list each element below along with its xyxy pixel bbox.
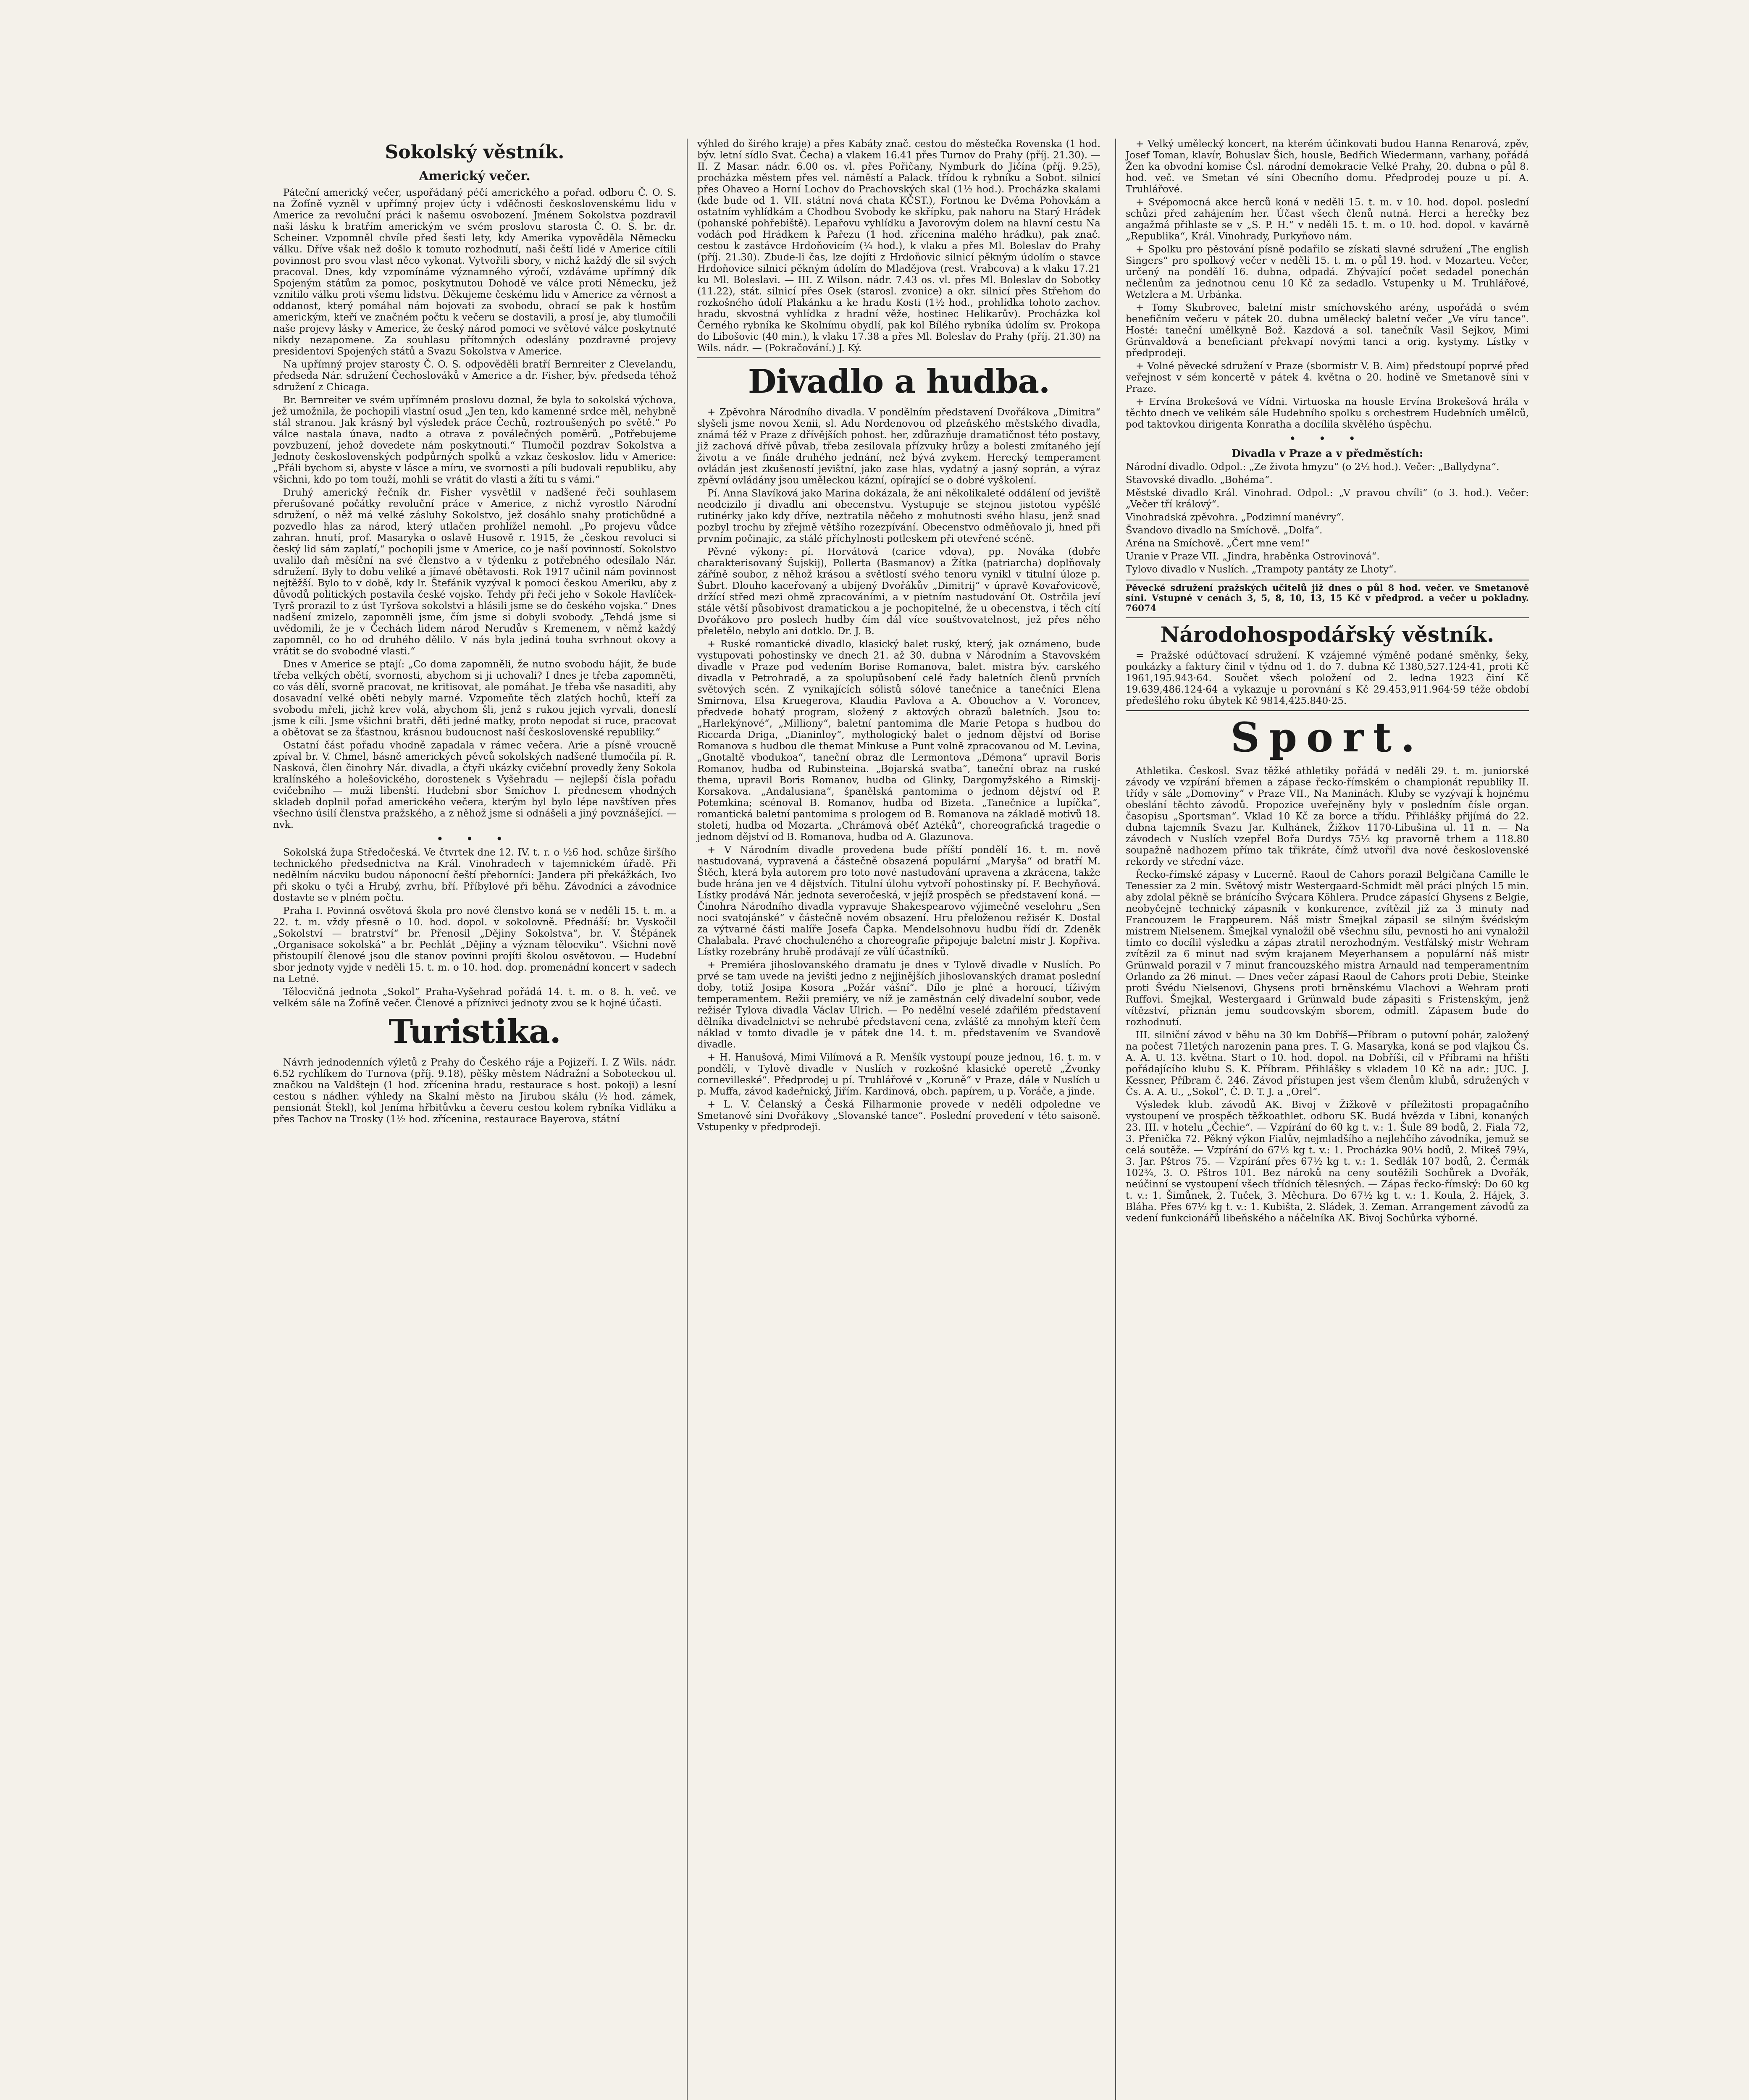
article-paragraph: Řecko-římské zápasy v Lucerně. Raoul de Cahors porazil Belgičana Camille le Tenessier za 2 min. Světový mistr Westergaard-Schmidt měl práci plných 15 min. aby zdolal pěkně se bránícího Švýcara Köhlera. Prudce zápasící Ghysens z Belgie, neobyčejně technický zápasník v konkurence, zvítězil již za 3 minuty nad Francouzem le Frappeurem. Náš mistr Šmejkal zápasil se silným švédským mistrem Nielsenem. Šmejkal vynaložil obě všechnu sílu, pevnosti ho ani vynaložil tímto co docílil výsledku a zápas ztratil nerozhodným. Vestfálský mistr Wehram zvítězil za 6 minut nad svým krajanem Meyerhansem a populární náš mistr Grünwald porazil v 7 minut francouzského mistra Arnauld nad temperamentním Orlando za 26 minut. — Dnes večer zápasí Raoul de Cahors proti Debie, Steinke proti Švédu Nielsenovi, Ghysens proti brněnskému Vlachovi a Wehram proti Ruffovi. Šmejkal, Westergaard i Grünwald bude zápasiti s Fristenským, jenž vítězství, přiznán jemu soudcovským sborem, odmítl. Zápasem bude do rozhodnutí. [1126,869,1529,1028]
section-title-sport: Sport. [1230,714,1424,761]
column-rule [687,139,688,2100]
article-paragraph: + Velký umělecký koncert, na kterém účinkovati budou Hanna Renarová, zpěv, Josef Toman, klavír, Bohuslav Šich, housle, Bedřich Wiedermann, varhany, pořádá Žen ka obvodní komise Čsl. národní demokracie Velké Prahy, 20. dubna o půl 8. hod. več. ve Smetan vé síni Obecního domu. Předprodej pouze u pí. A. Truhlářové. [1126,139,1529,195]
article-paragraph: Páteční americký večer, uspořádaný péčí amerického a pořad. odboru Č. O. S. na Žofíně vyzněl v upřímný projev úcty i vděčnosti československému lidu v Americe za revoluční práci k našemu osvobození. Jménem Sokolstva pozdravil naši lásku k bratřím americkým ve svém proslovu starosta Č. O. S. br. dr. Scheiner. Vzpomněl chvíle před šesti lety, kdy Amerika vypověděla Německu válku. Dříve však než došlo k tomuto rozhodnutí, naši čeští lidé v Americe cítili povinnost pro svou vlast něco vykonat. Vytvořili sbory, v nichž každý dle sil svých pracoval. Dnes, kdy vzpomínáme významného výročí, vzdáváme upřímný dík Spojeným státům za pomoc, poskytnutou Dohodě ve válce proti Německu, jež vznitilo válku proti všemu lidstvu. Děkujeme českému lidu v Americe za věrnost a oddanost, který pomáhal nám bojovati za svobodu, obrací se pak k hostům americkým, kteří ve značném počtu k večeru se dostavili, a prosí je, aby tlumočili naše projevy lásky v Americe, že český národ pomoci ve světové válce poskytnuté nikdy nezapomene. Za souhlasu přítomných odeslány pozdravné projevy presidentovi Spojených států a Svazu Sokolstva v Americe. [273,187,676,357]
article-paragraph: Výsledek klub. závodů AK. Bivoj v Žižkově v příležitosti propagačního vystoupení ve prospěch těžkoathlet. odboru SK. Budá hvězda v Libni, konaných 23. III. v hotelu „Čechie“. — Vzpírání do 60 kg t. v.: 1. Šule 89 bodů, 2. Fiala 72, 3. Přenička 72. Pěkný výkon Fialův, nejmladšího a nejlehčího závodníka, jemuž se celá soutěže. — Vzpírání do 67½ kg t. v.: 1. Procházka 90¼ bodů, 2. Mikeš 79¼, 3. Jar. Pštros 75. — Vzpírání přes 67½ kg t. v.: 1. Sedlák 107 bodů, 2. Čermák 102¾, 3. O. Pštros 101. Bez nároků na ceny soutěžili Sochůrek a Dvořák, neúčinní se vystoupení všech třídních tělesných. — Zápas řecko-římský: Do 60 kg t. v.: 1. Šimůnek, 2. Tuček, 3. Měchura. Do 67½ kg t. v.: 1. Koula, 2. Hájek, 3. Bláha. Přes 67½ kg t. v.: 1. Kubišta, 2. Sládek, 3. Zeman. Arrangement závodů za vedení funkcionářů libeňského a náčelníka AK. Bivoj Sochůrka výborné. [1126,1100,1529,1224]
article-paragraph: Sokolská župa Středočeská. Ve čtvrtek dne 12. IV. t. r. o ½6 hod. schůze širšího technického předsednictva na Král. Vinohradech v tajemnickém úřadě. Při nedělním nácviku budou náponocní čeští přeborníci: Jandera při překážkách, Ivo při skoku o tyči a Hrubý, zvrhu, bří. Příbylové při běhu. Závodníci a závodnice dostavte se v plném počtu. [273,847,676,903]
article-paragraph: Druhý americký řečník dr. Fisher vysvětlil v nadšené řeči souhlasem přerušované počátky revoluční práce v Americe, z nichž vyrostlo Národní sdružení, o něž má velké zásluhy Sokolstvo, jež dosáhlo snahy protichůdné a pozvedlo hlas za národ, který utlačen prohlížel nemohl. „Po projevu vůdce zahran. hnutí, prof. Masaryka o oslavě Husově r. 1915, že „českou revoluci si český lid sám zaplatí,“ pochopili jsme v Americe, co je naší povinností. Sokolstvo uvalilo daň měsíční na své členstvo a v týdenku z potřebného odesílalo Nár. sdružení. Byly to dobu veliké a jímavé obětavosti. Rok 1917 učinil nám povinnost nejtěžší. Bylo to v době, kdy lr. Štefánik vyzýval k pomoci českou Ameriku, aby z důvodů politických postavila české vojsko. Tehdy při řeči jeho v Sokole Havlíček-Tyrš prorazil to z úst Tyršova sokolstvi a hlásili jsme se do českého vojska.“ Dnes nadšení zmizelo, zapomněli jsme, čím jsme si dobyli svobody. „Tehdá jsme si uvědomili, že je v Čechách lidem národ Nerudův s Kremenem, v němž každý zapomněl, co ho od druhého dělilo. V nás byla jediná touha svrhnout okovy a vrátit se do svobodné vlasti.“ [273,487,676,657]
section-title-narodohospodarsky: Národohospodářský věstník. [1160,622,1494,647]
article-paragraph: + Spolku pro pěstování písně podařilo se získati slavné sdružení „The english Singers“ pro spolkový večer v neděli 15. t. m. o půl 19. hod. v Mozarteu. Večer, určený na pondělí 16. dubna, odpadá. Zbývající počet sedadel ponechán nečlenům za jednotnou cenu 10 Kč za sedadlo. Vstupenky u M. Truhlářové, Wetzlera a M. Urbánka. [1126,244,1529,300]
article-paragraph: + Volné pěvecké sdružení v Praze (sbormistr V. B. Aim) předstoupí poprvé před veřejnost v sém koncertě v pátek 4. května o 20. hodině ve Smetanově síni v Praze. [1126,361,1529,394]
article-paragraph: výhled do širého kraje) a přes Kabáty znač. cestou do městečka Rovenska (1 hod. býv. letní sídlo Svat. Čecha) a vlakem 16.41 přes Turnov do Prahy (příj. 21.30). — II. Z Masar. nádr. 6.00 os. vl. přes Pořičany, Nymburk do Jičína (příj. 9.25), procházka městem přes vel. náměstí a Palack. třídou k rybníku a Sobot. silnicí přes Ohaveo a Horní Lochov do Prachovských skal (1½ hod.). Procházka skalami (kde bude od 1. VII. státní nová chata KČST.), Fortnou ke Dvěma Pohovkám a ostatním vyhlídkám a Chodbou Svobody ke skřípku, pak nahoru na Starý Hrádek (pohanské pohřebiště). Lepařovu vyhlídku a Javorovým dolem na hlavní cestu Na vodách pod Hrádkem k Pařezu (1 hod. zřícenina malého hrádku), pak znač. cestou k zastávce Hrdoňovicím (¼ hod.), k vlaku a přes Ml. Boleslav do Prahy (příj. 21.30). Zbude-li čas, lze dojíti z Hrdoňovic silnicí pěkným údolím o stavce Hrdoňovice silnicí pěkným údolím do Mladějova (rest. Vrabcova) a k vlaku 17.21 ku Ml. Boleslavi. — III. Z Wilson. nádr. 7.43 os. vl. přes Ml. Boleslav do Sobotky (11.22), stát. silnicí přes Osek (starosl. zvonice) a okr. silnicí přes Střehom do rozkošného údolí Plakánku a ke hradu Kosti (1½ hod., prohlídka tohoto zachov. hradu, skvostná vyhlídka z hradní věže, hostinec Helikarův). Procházka kol Černého rybníka ke Skolnímu obydlí, pak kol Bílého rybníka údolím sv. Prokopa do Libošovic (40 min.), k vlaku 17.38 a přes Ml. Boleslav do Prahy (příj. 21.30) na Wils. nádr. — (Pokračování.) J. Ký. [697,139,1100,354]
article-paragraph: Pěvné výkony: pí. Horvátová (carice vdova), pp. Nováka (dobře charakterisovaný Šujskij), Pollerta (Basmanov) a Žítka (patriarcha) doplňovaly záříně soubor, z něhož krásou a světlostí svého tenoru vynikl v titulní úloze p. Šubrt. Dlouho kaceřovaný a ubíjený Dvořákův „Dimitrij“ v úpravě Kovařovicově, držící střed mezi ohmě zpracováními, a v pietním nastudování Ot. Ostrčila jeví stále větší působivost dramatickou a je pochopitelné, že u obecenstva, i těch cítí Dvořákovo pro poslech hudby čím dál více souštvovatelnost, jež přes něho přeletělo, nebylo ani dotklo. Dr. J. B. [697,546,1100,637]
theatre-listing [1126,462,1529,575]
article-paragraph: Br. Bernreiter ve svém upřímném proslovu doznal, že byla to sokolská výchova, jež umožnila, že pochopili vlastní osud „Jen ten, kdo kamenné srdce měl, nehybně stál stranou. Jak krásný byl výsledek práce Čechů, roztroušených po světě.“ Po válce nastala únava, nadto a otrava z poválečných poměrů. „Potřebujeme povzbuzení, jehož dovedete nám poskytnouti.“ Tlumočil pozdrav Sokolstva a Jednoty československých podpůrných spolků a vzkaz českoslov. lidu v Americe: „Přáli bychom si, abyste v lásce a míru, ve svornosti a píli budovali republiku, aby všichni, kdo po tom touží, mohli se vrátit do vlasti a žíti tu s vámi.“ [273,395,676,485]
listing-item: Národní divadlo. Odpol.: „Ze života hmyzu“ (o 2½ hod.). Večer: „Ballydyna“. [1126,462,1500,472]
article-paragraph: Pí. Anna Slavíková jako Marina dokázala, že ani několikaleté oddálení od jeviště neodcizilo jí divadlu ani obecenstvu. Vystupuje se stejnou jistotou vypěšlé rutinérky jako kdy dříve, neztratila něčeho z mohutnosti svého hlasu, jenž snad pozbyl trochu by zřejmě většího rozezpívání. Obecenstvo odměňovalo ji, hned při prvním počinajíc, za stálé příchylnosti potleskem při otevřené scéně. [697,488,1100,544]
article-paragraph: + Svépomocná akce herců koná v neděli 15. t. m. v 10. hod. dopol. poslední schůzi před zahájením her. Účast všech členů nutná. Herci a herečky bez angažmá přihlaste se v „S. P. H.“ v neděli 15. t. m. o 10. hod. dopol. v kavárně „Republika“, Král. Vinohrady, Purkyňovo nám. [1126,197,1529,242]
listing-item: Tylovo divadlo v Nuslích. „Trampoty pantáty ze Lhoty“. [1126,564,1397,575]
listing-item: Aréna na Smíchově. „Čert mne vem!“ [1126,538,1310,549]
notice-text: Pěvecké sdružení pražských učitelů již dnes o půl 8 hod. večer. ve Smetanově síni. Vstupné v cenách 3, 5, 8, 10, 13, 15 Kč v předprod. a večer u pokladny. 76074 [1126,583,1529,613]
article-paragraph: + Zpěvohra Národního divadla. V pondělním představení Dvořákova „Dimitra“ slyšeli jsme novou Xenii, sl. Adu Nordenovou od plzeňského městského divadla, známá též v Praze z dřívějších pohost. her, zdůrazňuje dramatičnost této postavy, již zachová dřívě půvab, třeba zesilovala přízvuky hrůzy a bolesti zmítaného její životu a ve finále druhého jednání, než bývá zvykem. Herecký temperament ovládán jest zkušeností jevištní, jako zase hlas, vydatný a jasný soprán, a výraz zpěvní ovládány jsou uměleckou kázní, opírající se o dobré vyškolení. [697,407,1100,486]
article-paragraph: Návrh jednodenních výletů z Prahy do Českého ráje a Pojizeří. I. Z Wils. nádr. 6.52 rychlíkem do Turnova (příj. 9.18), pěšky městem Nádražní a Soboteckou ul. značkou na Valdštejn (1 hod. zřícenina hradu, restaurace s host. pokoji) a lesní cestou s nádher. výhledy na Skalní město na Jirubou skálu (½ hod. zámek, pensionát Štekl), kol Jeníma hřbitůvku a čeveru cestou kolem rybníka Vidláku a přes Tachov na Trosky (1½ hod. zřícenina, restaurace Bayerova, státní [273,1057,676,1125]
section-title-turistika: Turistika. [389,1013,561,1051]
article-paragraph: Praha I. Povinná osvětová škola pro nové členstvo koná se v neděli 15. t. m. a 22. t. m. vždy přesně o 10. hod. dopol. v sokolovně. Přednáší: br. Vyskočil „Sokolství — bratrství“ br. Přenosil „Dějiny Sokolstva“, br. V. Štěpánek „Organisace sokolská“ a br. Pechlát „Dějiny a význam tělocviku“. Všichni nově přistoupilí členové jsou dle stanov povinni projíti školou osvětovou. — Hudební sbor jednoty vyjde v neděli 15. t. m. o 10. hod. dop. promenádní koncert v sadech na Letné. [273,906,676,984]
article-subtitle: Americký večer. [419,169,530,184]
article-paragraph: + L. V. Čelanský a Česká Filharmonie provede v neděli odpoledne ve Smetanově síni Dvořákovy „Slovanské tance“. Poslední provedení v této saisoně. Vstupenky v předprodeji. [697,1099,1100,1133]
newspaper-page [273,139,1554,2100]
concert-notice [1126,580,1529,618]
theatre-listing-title: Divadla v Praze a v předměstích: [1231,447,1423,459]
listing-item: Městské divadlo Král. Vinohrad. Odpol.: „V pravou chvíli“ (o 3. hod.). Večer: „Večer tří králový“. [1126,488,1529,510]
article-paragraph: Ostatní část pořadu vhodně zapadala v rámec večera. Arie a písně vroucně zpíval br. V. Chmel, básně amerických pěvců sokolských nadšeně tlumočila pí. R. Nasková, člen činohry Nár. divadla, a čtyři ukázky cvičební provedly ženy Sokola kralínského a holešovického, dorostenek s Vyšehradu — nejlepší čísla pořadu cvičebního — muži libenští. Hudební sbor Smíchov I. přednesem vhodných skladeb doplnil pořad amerického večera, kterým byl bylo lépe navštíven přes všechno úsilí členstva pražského, a z něhož jsme si odnášeli a jiný povznášející. — nvk. [273,740,676,830]
article-paragraph: Dnes v Americe se ptají: „Co doma zapomněli, že nutno svobodu hájit, že bude třeba velkých obětí, svornosti, abychom si ji uchovali? I dnes je třeba zapomněti, co vás dělí, svorně pracovat, ne kritisovat, ale pomáhat. Je třeba vše nasaditi, aby dosavadní velké oběti nebyly marné. Vzpomeňte těch zlatých hochů, kteří za svobodu mřeli, jichž krev volá, abychom šli, jenž s rukou jejich vyrvali, doneslí jsme k cíli. Jsme všichni bratři, děti jedné matky, proto nepodat si ruce, pracovat a obětovat se za šťastnou, krásnou budoucnost naší československé republiky.“ [273,659,676,738]
listing-item: Uranie v Praze VII. „Jindra, hraběnka Ostrovinová“. [1126,551,1380,562]
article-paragraph: + Premiéra jihoslovanského dramatu je dnes v Tylově divadle v Nuslích. Po prvé se tam uvede na jevišti jedno z nejjinějších jihoslovanských dramat poslední doby, totiž Josipa Kosora „Požár vášní“. Dílo je plné a horoucí, tíživým temperamentem. Režii premiéry, ve níž je zaměstnán celý divadelní soubor, vede režisér Tylova divadla Václav Ulrich. — Po nedělní veselé zdařilém představení dělníka divadelnictví se nehrubé představení cena, zvláště za mnohým kteří čem náklad v tomto divadle je v pátek dne 14. t. m. představením ve Svandově divadle. [697,960,1100,1050]
column-3 [1126,139,1529,1226]
article-paragraph: III. silniční závod v běhu na 30 km Dobříš—Příbram o putovní pohár, založený na počest 71letých narozenin pana pres. T. G. Masaryka, koná se pod vlajkou Čs. A. A. U. 13. května. Start o 10. hod. dopol. na Dobříši, cíl v Příbrami na hřišti pořádajícího klubu S. K. Příbram. Přihlášky s vkladem 10 Kč na adr.: JUC. J. Kessner, Příbram č. 246. Závod přístupen jest všem členům klubů, sdružených v Čs. A. A. U., „Sokol“, Č. D. T. J. a „Orel“. [1126,1030,1529,1097]
article-paragraph: + Ervína Brokešová ve Vídni. Virtuoska na housle Ervína Brokešová hrála v těchto dnech ve velikém sále Hudebního spolku s orchestrem Hudebních umělců, pod taktovkou dirigenta Konratha a docílila skvělého úspěchu. [1126,396,1529,430]
column-1 [273,139,676,1127]
article-paragraph: + Ruské romantické divadlo, klasický balet ruský, který, jak oznámeno, bude vystupovati pohostinsky ve dnech 21. až 30. dubna v Národním a Stavovském divadle v Praze pod vedením Borise Romanova, balet. mistra býv. carského divadla v Petrohradě, a za spolupůsobení celé řady baletních členů prvních světových scén. Z vynikajících sólistů sólové tanečnice a tanečníci Elena Smirnova, Elsa Kruegerova, Klaudia Pavlova a A. Obouchov a V. Voroncev, předvede bohatý program, složený z aktových obrazů baletních. Jsou to: „Harlekýnové“, „Milliony“, baletní pantomima dle Marie Petopa s hudbou do Riccarda Driga, „Dianinloy“, mythologický balet o jednom dějství od Borise Romanova s hudbou dle themat Minkuse a Punt volně zpracovanou od M. Levina, „Gnotaltě vbodukoa“, taneční obraz dle Lermontova „Démona“ upravil Boris Romanov, hudba od Rubinsteina. „Bojarská svatba“, taneční obraz na ruské thema, upravil Boris Romanov, hudba od Glinky, Dargomyžského a Rimskij-Korsakova. „Andalusiana“, španělská pantomima o jednom dějství od P. Potemkina; scénoval B. Romanov, hudba od Bizeta. „Tanečnice a lupíčka“, romantická baletní pantomima s prologem od B. Romanova na základě motivů 18. století, hudba od Mozarta. „Chrámová oběť Aztéků“, choreografická tragedie o jednom dějství od B. Romanova, hudba od A. Glazunova. [697,639,1100,843]
separator-dots: • • • [1289,433,1366,444]
listing-item: Vinohradská zpěvohra. „Podzimní manévry“. [1126,512,1345,523]
article-paragraph: Tělocvičná jednota „Sokol“ Praha-Vyšehrad pořádá 14. t. m. o 8. h. več. ve velkém sále na Žofíně večer. Členové a příznivci jednoty zvou se k hojné účasti. [273,987,676,1009]
column-rule [1115,139,1116,2100]
divider [1126,710,1529,711]
divider [697,357,1100,358]
article-paragraph: Athletika. Českosl. Svaz těžké athletiky pořádá v neděli 29. t. m. juniorské závody ve vzpírání břemen a zápase řecko-římském o championát republiky II. třídy v sále „Domoviny“ v Praze VII., Na Maninách. Kluby se vyzývají k hojnému obeslání těchto závodů. Propozice uveřejněny byly v posledním čísle organ. časopisu „Sportsman“. Vklad 10 Kč za borce a třídu. Přihlášky přijímá do 22. dubna tajemník Svazu Jar. Kulhánek, Žižkov 1170-Libušina ul. 11 n. — Na závodech v Nuslích vzepřel Bořa Durdys 75½ kg pravorně trhem a 118.80 soupažně nadhozem přímo tak třikráte, čímž utvořil dva nové československé rekordy ve střední váze. [1126,766,1529,867]
listing-item: Stavovské divadlo. „Bohéma“. [1126,475,1273,486]
article-paragraph: = Pražské odúčtovací sdružení. K vzájemné výměně podané směnky, šeky, poukázky a faktury činil v týdnu od 1. do 7. dubna Kč 1380,527.124·41, proti Kč 1961,195.943·64. Součet všech položení od 2. ledna 1923 činí Kč 19.639,486.124·64 a vykazuje u porovnání s Kč 29.453,911.964·59 téže období předešlého roku úbytek Kč 9814,425.840·25. [1126,650,1529,706]
article-paragraph: + Tomy Skubrovec, baletní mistr smíchovského arény, uspořádá o svém benefičním večeru v pátek 20. dubna umělecký baletní večer „Ve víru tance“. Hosté: taneční umělkyně Bož. Kazdová a sol. tanečník Vasil Sejkov, Mimi Grünvaldová a beneficiant překvapí novými tanci a orig. kystymy. Lístky v předprodeji. [1126,302,1529,359]
article-paragraph: + H. Hanušová, Mimi Vilímová a R. Menšík vystoupí pouze jednou, 16. t. m. v pondělí, v Tylově divadle v Nuslích v rozkošné klasické operetě „Žvonky cornevilleské“. Předprodej u pí. Truhlářové v „Koruně“ v Praze, dále v Nuslích u p. Muffa, závod kadeřnický, Jiřím. Kardinová, obch. papírem, u p. Voráče, a jinde. [697,1052,1100,1097]
article-paragraph: + V Národním divadle provedena bude příští pondělí 16. t. m. nově nastudovaná, vypravená a částečně obsazená populární „Maryša“ od bratří M. Štěch, která byla autorem pro toto nové nastudování upravena a zkrácena, takže bude hrána jen ve 4 dějstvích. Titulní úlohu vytvoří pohostinsky pí. F. Bechyňová. Lístky prodává Nár. jednota severočeská, v jejíž prospěch se představení koná. — Činohra Národního divadla vypravuje Shakespearovo výjimečně veselohru „Sen noci svatojánské“ v částečně novém obsazení. Hru přeloženou režisér K. Dostal za výtvarné části malíře Josefa Čapka. Mendelsohnovu hudbu řídí dr. Zdeněk Chalabala. Pravé chochuleného a choreografie připojuje baletní mistr J. Kopřiva. Lístky rozebrány hrubě prodávají ze vůlí účastníků. [697,845,1100,958]
column-2 [697,139,1100,1135]
listing-item: Švandovo divadlo na Smíchově. „Dolfa“. [1126,525,1323,536]
separator-dots: • • • [436,833,513,845]
section-title-divadlo: Divadlo a hudba. [748,362,1050,401]
section-title-sokolsky-vestnik: Sokolský věstník. [385,142,565,163]
article-paragraph: Na upřímný projev starosty Č. O. S. odpověděli bratří Bernreiter z Clevelandu, předseda Nár. sdružení Čechoslováků v Americe a dr. Fisher, býv. předseda téhož sdružení z Chicaga. [273,359,676,393]
